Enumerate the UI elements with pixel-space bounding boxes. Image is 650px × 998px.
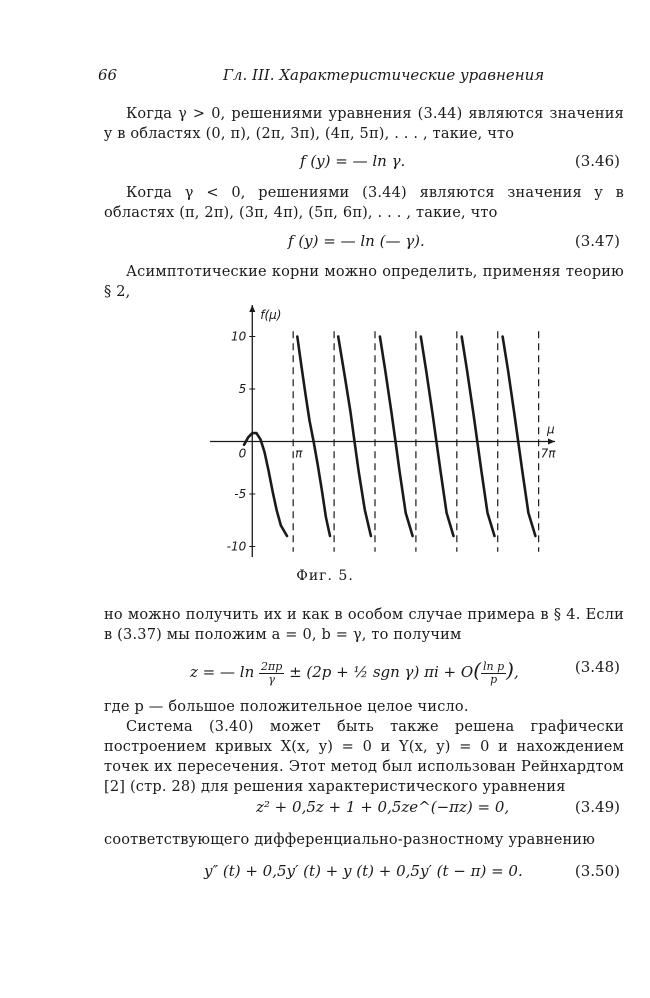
equation-formula: z = — ln $\frac{2\pi p}{\gamma}$ ± (2p + ½ sgn γ) πi + O( $\frac{\text{ln p}}{p}$ ), <box>190 658 519 686</box>
figure-caption: Фиг. 5. <box>296 568 354 584</box>
y-tick-label: 10 <box>230 329 247 344</box>
paragraph-special-case: но можно получить их и как в особом случае примера в § 4. Если в (3.37) мы положим a = 0, b = γ, то получим <box>104 607 624 643</box>
equation-3-49 <box>180 798 620 822</box>
curve-branch-4 <box>421 337 454 537</box>
equation-number: (3.50) <box>574 862 620 880</box>
equation-formula: z² + 0,5z + 1 + 0,5ze^(−πz) = 0, <box>256 798 510 816</box>
curve-branch-3 <box>380 337 413 537</box>
fraction-2pip-gamma: $\frac{2\pi p}{\gamma}$ <box>261 659 283 686</box>
equation-3-50 <box>180 862 620 886</box>
equation-number: (3.49) <box>574 798 620 816</box>
fraction-lnp-p: $\frac{\text{ln p}}{p}$ <box>483 659 505 686</box>
curve-branch-1 <box>297 337 330 537</box>
x-tick-label: 7π <box>540 446 556 461</box>
running-title: Гл. III. Характеристические уравнения <box>223 66 545 84</box>
y-axis-arrow <box>249 305 255 312</box>
curve-branch-5 <box>462 337 495 537</box>
figure-5-chart <box>185 295 565 564</box>
paragraph-where-p: где p — большое положительное целое число. <box>104 699 469 715</box>
paragraph-corresponding: соответствующего дифференциально-разностному уравнению <box>104 832 596 848</box>
x-tick-label: 0 <box>238 446 247 461</box>
curve-branch-2 <box>338 337 371 537</box>
curve-branch-0 <box>244 433 287 536</box>
equation-formula: f (y) = — ln γ. <box>300 152 406 170</box>
eq-middle: ± (2p + ½ sgn γ) πi + O <box>289 663 474 681</box>
equation-number: (3.46) <box>574 152 620 170</box>
equation-3-47 <box>180 232 620 256</box>
equation-formula: f (y) = — ln (— γ). <box>288 232 425 250</box>
equation-formula: y″ (t) + 0,5y′ (t) + y (t) + 0,5y′ (t − π) = 0. <box>204 862 523 880</box>
y-tick-label: -5 <box>234 487 247 501</box>
x-tick-label: π <box>295 446 303 461</box>
equation-3-46 <box>180 152 620 176</box>
paragraph-gamma-negative: Когда γ < 0, решениями (3.44) являются значения y в областях (π, 2π), (3π, 4π), (5π, 6π), . . . , такие, что <box>104 185 624 221</box>
y-tick-label: 5 <box>238 382 247 396</box>
equation-number: (3.48) <box>574 658 620 676</box>
chart-svg <box>185 295 565 560</box>
x-axis-arrow <box>548 439 555 445</box>
paragraph-gamma-positive: Когда γ > 0, решениями уравнения (3.44) являются значения y в областях (0, π), (2π, 3π), (4π, 5π), . . . , такие, что <box>104 106 624 142</box>
x-axis-label: μ <box>547 422 555 437</box>
y-axis-label: f(μ) <box>260 308 282 322</box>
page-number: 66 <box>98 66 118 84</box>
eq-prefix: z = — ln <box>190 663 255 681</box>
curve-branch-6 <box>503 337 536 537</box>
paragraph-system-graphical: Система (3.40) может быть также решена графически построением кривых X(x, y) = 0 и Y(x, y) = 0 и нахождением точек их пересечения. Этот метод был использован Рейнхардтом [2] (стр. 28) для решения характеристического уравнения <box>104 719 624 795</box>
y-tick-label: -10 <box>226 539 247 554</box>
paragraph-asymptotic: Асимптотические корни можно определить, применяя теорию § 2, <box>104 264 624 300</box>
equation-3-48 <box>190 650 620 690</box>
equation-number: (3.47) <box>574 232 620 250</box>
page-header <box>98 66 545 86</box>
